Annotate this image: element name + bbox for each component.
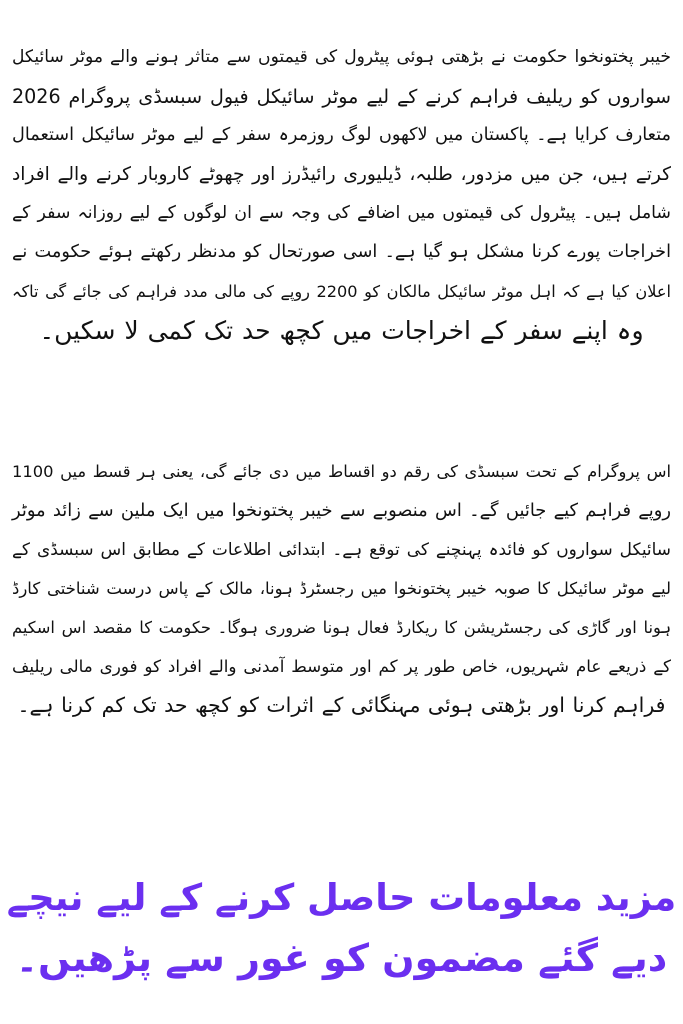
paragraph-line: ہونا اور گاڑی کی رجسٹریشن کا ریکارڈ فعال ہونا ضروری ہوگا۔ حکومت کا مقصد اس اسکیم: [12, 618, 671, 637]
paragraph-line: خیبر پختونخوا حکومت نے بڑھتی ہوئی پیٹرول کی قیمتوں سے متاثر ہونے والے موٹر سائیکل: [12, 47, 671, 67]
cta-line: دیے گئے مضمون کو غور سے پڑھیں۔: [15, 936, 668, 980]
paragraph-details: [12, 452, 671, 725]
paragraph-line: کرتے ہیں، جن میں مزدور، طلبہ، ڈیلیوری رائیڈرز اور چھوٹے کاروبار کرنے والے افراد: [12, 164, 671, 185]
paragraph-line: اخراجات پورے کرنا مشکل ہو گیا ہے۔ اسی صورتحال کو مدنظر رکھتے ہوئے حکومت نے: [12, 242, 671, 262]
paragraph-line: اس پروگرام کے تحت سبسڈی کی رقم دو اقساط میں دی جائے گی، یعنی ہر قسط میں 1100: [12, 462, 671, 481]
paragraph-line: شامل ہیں۔ پیٹرول کی قیمتوں میں اضافے کی وجہ سے ان لوگوں کے لیے روزانہ سفر کے: [12, 203, 671, 223]
cta-line: مزید معلومات حاصل کرنے کے لیے نیچے: [6, 876, 677, 919]
paragraph-line: اعلان کیا ہے کہ اہل موٹر سائیکل مالکان کو 2200 روپے کی مالی مدد فراہم کی جائے گی تاکہ: [12, 282, 671, 301]
paragraph-line: متعارف کرایا ہے۔ پاکستان میں لاکھوں لوگ روزمرہ سفر کے لیے موٹر سائیکل استعمال: [12, 125, 671, 145]
paragraph-line: فراہم کرنا اور بڑھتی ہوئی مہنگائی کے اثرات کو کچھ حد تک کم کرنا ہے۔: [17, 693, 666, 717]
paragraph-intro: [12, 38, 671, 350]
paragraph-line: روپے فراہم کیے جائیں گے۔ اس منصوبے سے خیبر پختونخوا میں ایک ملین سے زائد موٹر: [12, 500, 671, 521]
paragraph-line: سواروں کو ریلیف فراہم کرنے کے لیے موٹر سائیکل فیول سبسڈی پروگرام 2026: [12, 85, 671, 108]
paragraph-line: لیے موٹر سائیکل کا صوبہ خیبر پختونخوا میں رجسٹرڈ ہونا، مالک کے پاس درست شناختی کارڈ: [12, 579, 671, 598]
paragraph-line: سائیکل سواروں کو فائدہ پہنچنے کی توقع ہے۔ ابتدائی اطلاعات کے مطابق اس سبسڈی کے: [12, 539, 671, 559]
call-to-action-heading: [0, 868, 683, 988]
paragraph-line: وہ اپنے سفر کے اخراجات میں کچھ حد تک کمی لا سکیں۔: [39, 316, 644, 345]
paragraph-line: کے ذریعے عام شہریوں، خاص طور پر کم اور متوسط آمدنی والے افراد کو فوری مالی ریلیف: [12, 656, 671, 676]
